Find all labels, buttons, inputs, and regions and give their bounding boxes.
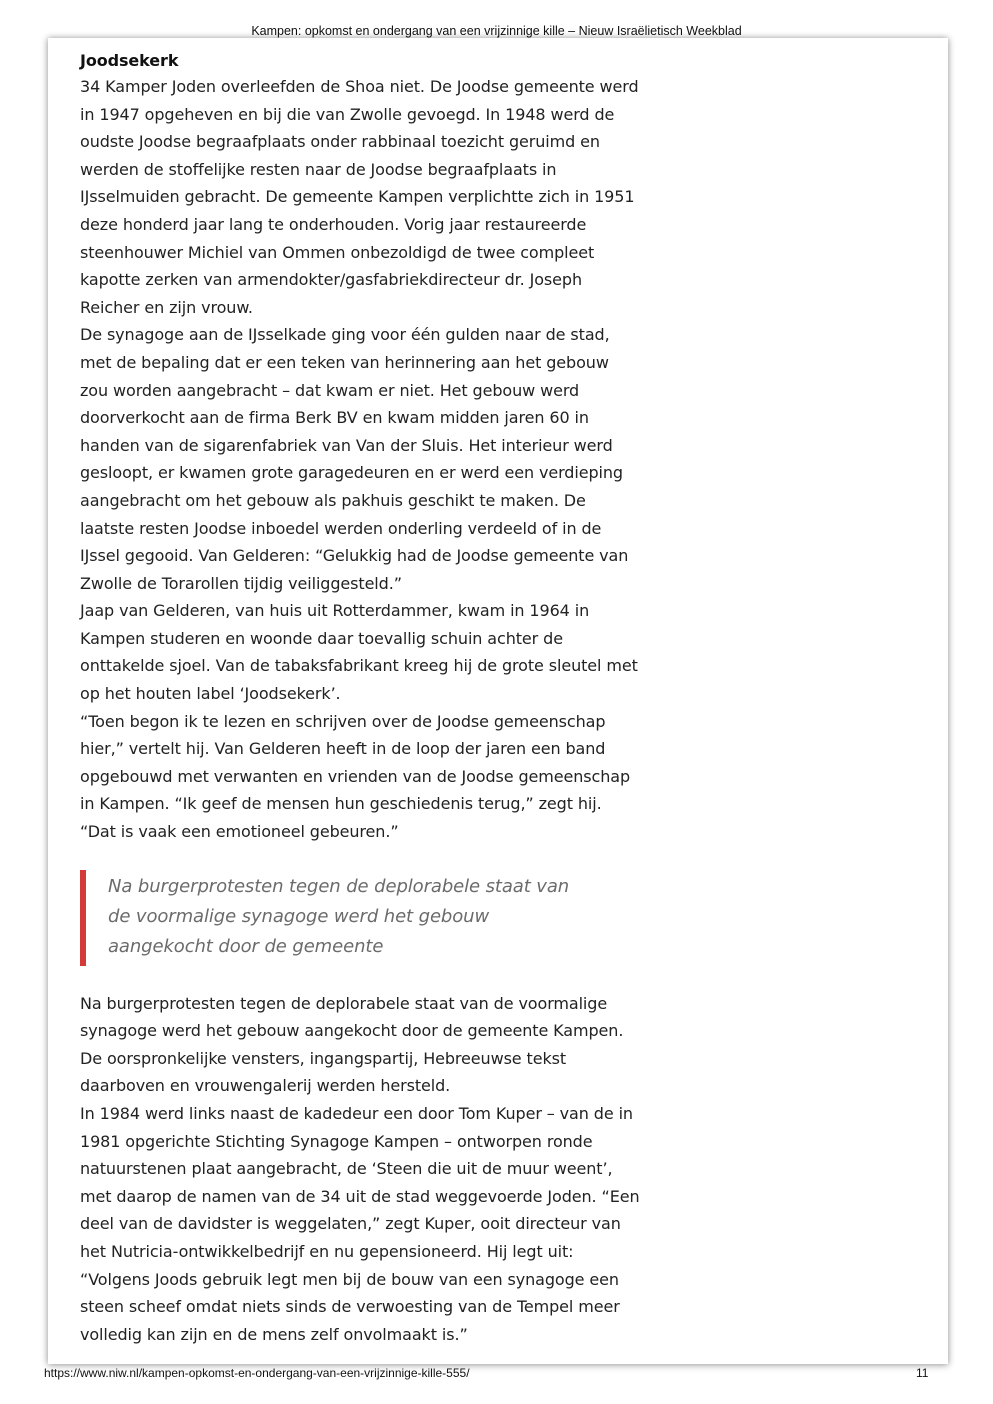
article-page [48, 38, 948, 1364]
article-paragraph: “Toen begon ik te lezen en schrijven over de Joodse gemeenschap hier,” vertelt hij. Van Gelderen heeft in de loop der jaren een band opgebouwd met verwanten en vrienden van de Joodse gemeenschap in Kampen. “Ik geef de mensen hun geschiedenis terug,” zegt hij. “Dat is vaak een emotioneel gebeuren.” [80, 711, 631, 842]
section-heading: Joodsekerk [80, 51, 179, 70]
print-footer-url: https://www.niw.nl/kampen-opkomst-en-ondergang-van-een-vrijzinnige-kille-555/ [44, 1366, 470, 1380]
article-body [80, 49, 640, 1348]
article-paragraph: Jaap van Gelderen, van huis uit Rotterdammer, kwam in 1964 in Kampen studeren en woonde daar toevallig schuin achter de onttakelde sjoel. Van de tabaksfabrikant kreeg hij de grote sleutel met op het houten label ‘Joodsekerk’. [80, 601, 638, 704]
print-page-number: 11 [916, 1366, 929, 1380]
article-paragraph: De synagoge aan de IJsselkade ging voor één gulden naar de stad, met de bepaling dat er een teken van herinnering aan het gebouw zou worden aangebracht – dat kwam er niet. Het gebouw werd doorverkocht aan de firma Berk BV en kwam midden jaren 60 in handen van de sigarenfabriek van Van der Sluis. Het interieur werd gesloopt, er kwamen grote garagedeuren en er werd een verdieping aangebracht om het gebouw als pakhuis geschikt te maken. De laatste resten Joodse inboedel werden onderling verdeeld of in de IJssel gegooid. Van Gelderen: “Gelukkig had de Joodse gemeente van Zwolle de Torarollen tijdig veiliggesteld.” [80, 325, 629, 593]
article-paragraph: 34 Kamper Joden overleefden de Shoa niet. De Joodse gemeente werd in 1947 opgeheven en bij die van Zwolle gevoegd. In 1948 werd de oudste Joodse begraafplaats onder rabbinaal toezicht geruimd en werden de stoffelijke resten naar de Joodse begraafplaats in IJsselmuiden gebracht. De gemeente Kampen verplichtte zich in 1951 deze honderd jaar lang te onderhouden. Vorig jaar restaureerde steenhouwer Michiel van Ommen onbezoldigd de twee compleet kapotte zerken van armendokter/gasfabriekdirecteur dr. Joseph Reicher en zijn vrouw. [80, 77, 639, 317]
pull-quote: Na burgerprotesten tegen de deplorabele staat van de voormalige synagoge werd het gebouw aangekocht door de gemeente [80, 870, 588, 966]
print-header-title: Kampen: opkomst en ondergang van een vrijzinnige kille – Nieuw Israëlietisch Weekblad [251, 24, 742, 38]
article-paragraph: Na burgerprotesten tegen de deplorabele staat van de voormalige synagoge werd het gebouw aangekocht door de gemeente Kampen. De oorspronkelijke vensters, ingangspartij, Hebreeuwse tekst daarboven en vrouwengalerij werden hersteld. [80, 993, 624, 1096]
article-paragraph: In 1984 werd links naast de kadedeur een door Tom Kuper – van de in 1981 opgerichte Stichting Synagoge Kampen – ontworpen ronde natuurstenen plaat aangebracht, de ‘Steen die uit de muur weent’, met daarop de namen van de 34 uit de stad weggevoerde Joden. “Een deel van de davidster is weggelaten,” zegt Kuper, ooit directeur van het Nutricia-ontwikkelbedrijf en nu gepensioneerd. Hij legt uit: “Volgens Joods gebruik legt men bij de bouw van een synagoge een steen scheef omdat niets sinds de verwoesting van de Tempel meer volledig kan zijn en de mens zelf onvolmaakt is.” [80, 1104, 640, 1344]
